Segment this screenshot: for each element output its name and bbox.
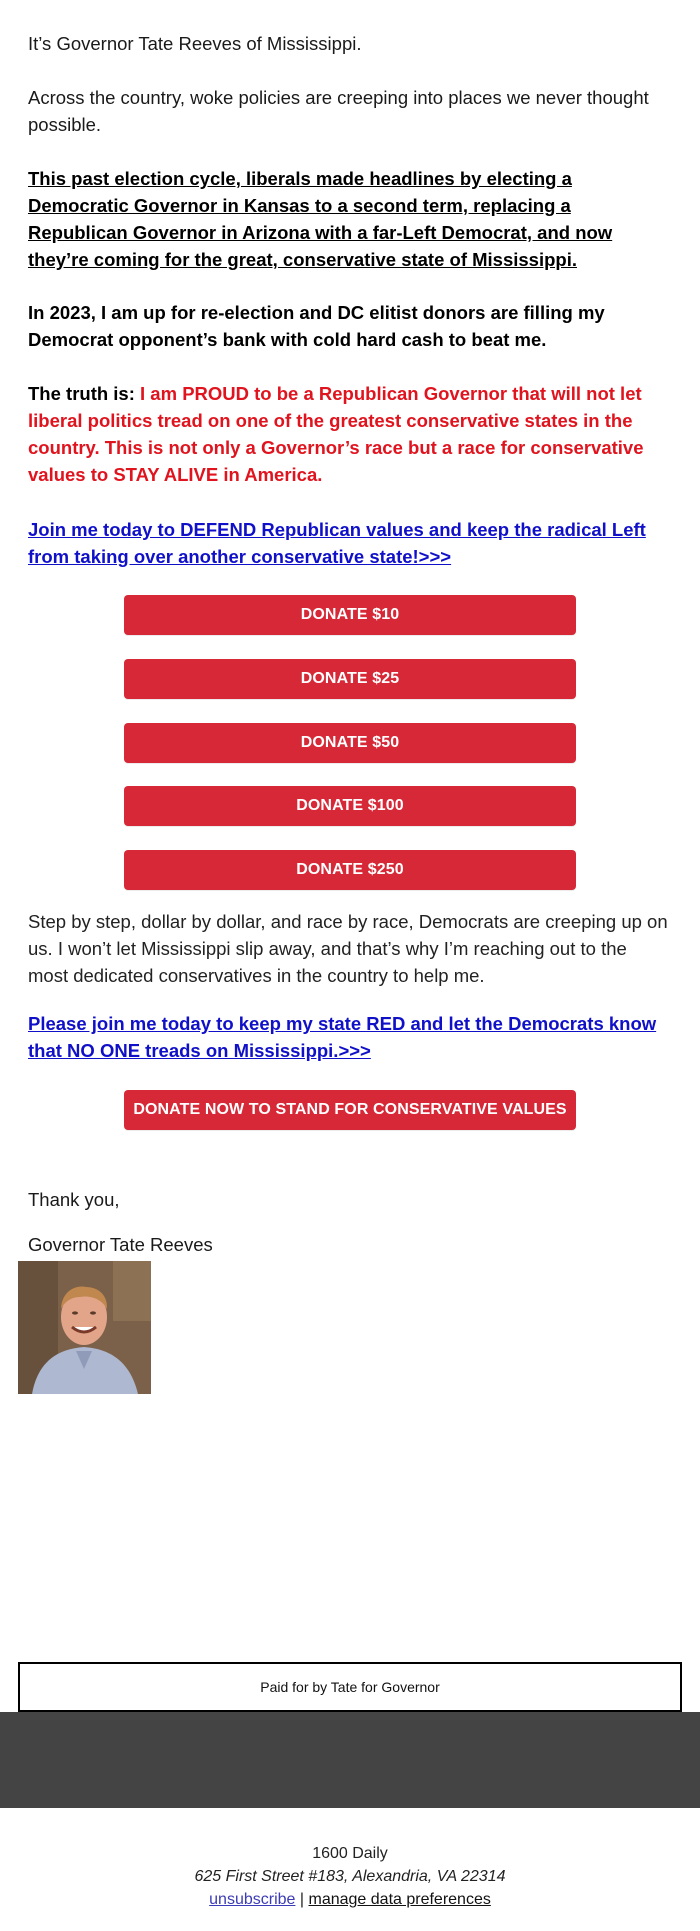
join-link-paragraph	[28, 516, 668, 570]
manage-preferences-link[interactable]: manage data preferences	[308, 1891, 491, 1908]
unsubscribe-link[interactable]: unsubscribe	[209, 1891, 296, 1908]
reelection-paragraph: In 2023, I am up for re-election and DC elitist donors are filling my Democrat opponent’s bank with cold hard cash to beat me.	[28, 302, 605, 350]
keep-red-link[interactable]: Please join me today to keep my state RED and let the Democrats know that NO ONE treads on Mississippi.>>>	[28, 1013, 657, 1061]
election-paragraph: This past election cycle, liberals made headlines by electing a Democratic Governor in Kansas to a second term, replacing a Republican Governor in Arizona with a far-Left Democrat, and now they’re coming for the great, conservative state of Mississippi.	[28, 168, 613, 270]
footer-separator: |	[299, 1891, 305, 1908]
closing-text: Thank you,	[28, 1189, 120, 1210]
red-link-paragraph	[28, 1010, 668, 1064]
truth-body: I am PROUD to be a Republican Governor that will not let liberal politics tread on one of the greatest conservative states in the country. This is not only a Governor’s race but a race for conservative values to STAY ALIVE in America.	[28, 383, 644, 485]
footer	[0, 1842, 700, 1911]
footer-links	[0, 1888, 700, 1911]
portrait-illustration	[18, 1261, 151, 1394]
donate-250-button[interactable]: DONATE $250	[124, 850, 576, 890]
step-paragraph: Step by step, dollar by dollar, and race by race, Democrats are creeping up on us. I won’t let Mississippi slip away, and that’s why I’m reaching out to the most dedicated conservatives in the country to help me.	[28, 911, 668, 986]
truth-lead: The truth is:	[28, 383, 135, 404]
governor-photo	[18, 1261, 151, 1394]
donate-10-button[interactable]: DONATE $10	[124, 595, 576, 635]
donate-now-button[interactable]: DONATE NOW TO STAND FOR CONSERVATIVE VALUES	[124, 1090, 576, 1130]
signature-text: Governor Tate Reeves	[28, 1234, 213, 1255]
footer-divider-bar	[0, 1712, 700, 1808]
paid-for-disclaimer: Paid for by Tate for Governor	[18, 1662, 682, 1712]
donate-100-button[interactable]: DONATE $100	[124, 786, 576, 826]
join-link[interactable]: Join me today to DEFEND Republican values and keep the radical Left from taking over another conservative state!>>>	[28, 519, 646, 567]
footer-org: 1600 Daily	[312, 1845, 388, 1862]
footer-address: 625 First Street #183, Alexandria, VA 22314	[194, 1868, 506, 1885]
intro-text: It’s Governor Tate Reeves of Mississippi.	[28, 33, 362, 54]
donate-50-button[interactable]: DONATE $50	[124, 723, 576, 763]
woke-paragraph: Across the country, woke policies are creeping into places we never thought possible.	[28, 87, 649, 135]
truth-paragraph	[28, 380, 668, 488]
donate-25-button[interactable]: DONATE $25	[124, 659, 576, 699]
